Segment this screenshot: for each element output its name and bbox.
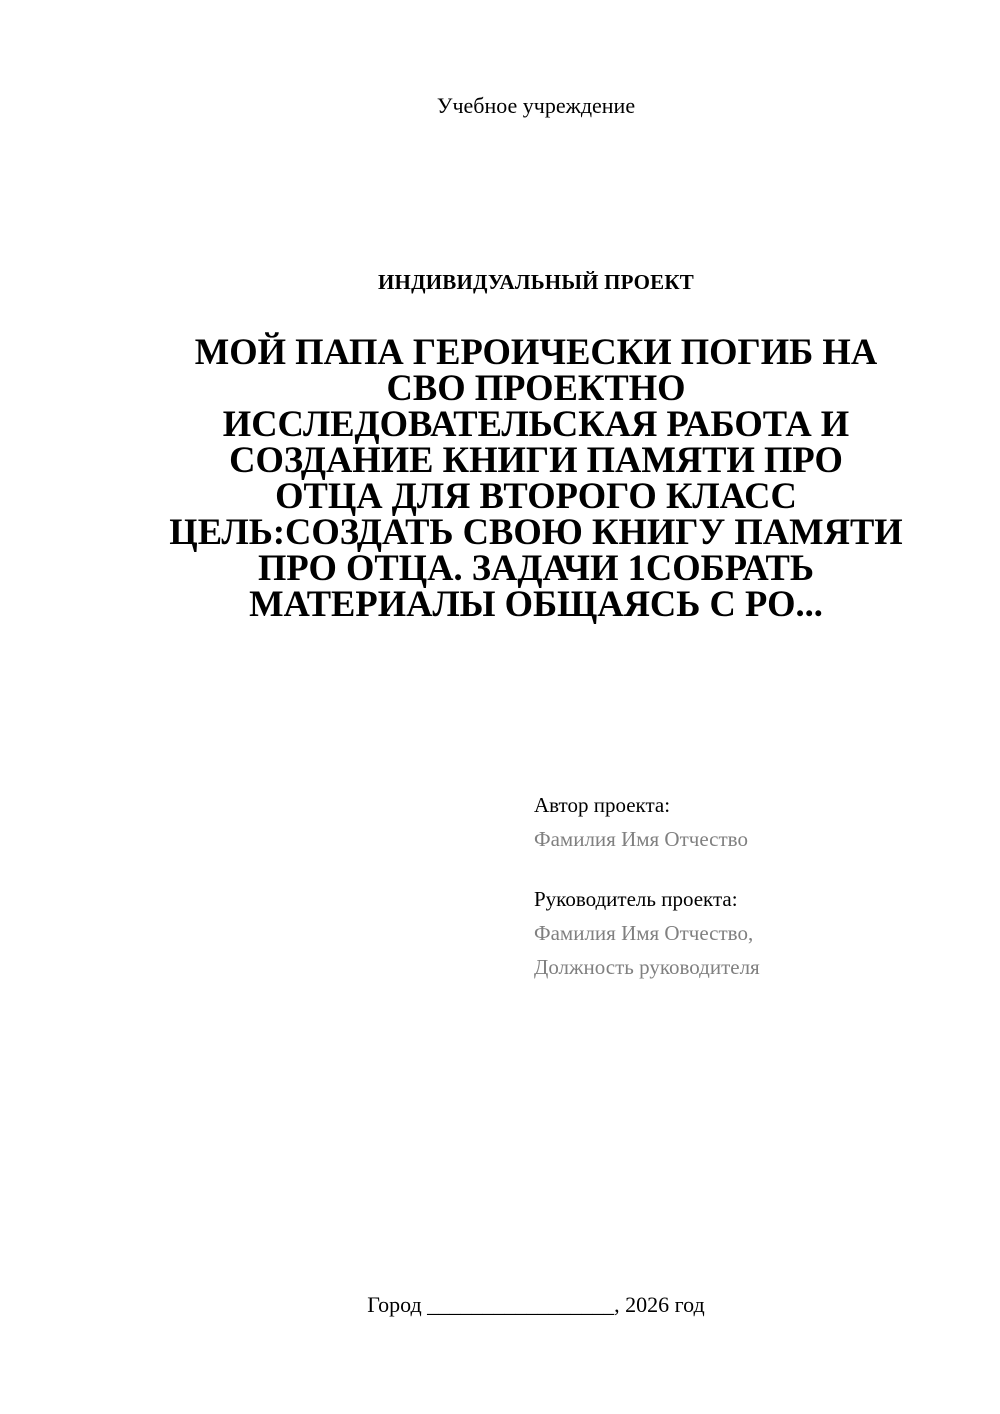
project-title-line: ПРО ОТЦА. ЗАДАЧИ 1СОБРАТЬ — [258, 547, 814, 588]
project-type-heading: ИНДИВИДУАЛЬНЫЙ ПРОЕКТ — [378, 270, 694, 294]
project-title-line: СВО ПРОЕКТНО — [386, 367, 686, 408]
author-label: Автор проекта: — [534, 793, 671, 817]
city-year-line: Город _________________, 2026 год — [367, 1292, 705, 1317]
spacer — [534, 856, 974, 882]
project-title-line: СОЗДАНИЕ КНИГИ ПАМЯТИ ПРО — [229, 439, 843, 480]
project-title-line: МАТЕРИАЛЫ ОБЩАЯСЬ С РО... — [249, 583, 823, 624]
project-title-line: ЦЕЛЬ:СОЗДАТЬ СВОЮ КНИГУ ПАМЯТИ — [169, 511, 903, 552]
project-title-line: МОЙ ПАПА ГЕРОИЧЕСКИ ПОГИБ НА — [194, 331, 878, 372]
project-title-line: ОТЦА ДЛЯ ВТОРОГО КЛАСС — [275, 475, 797, 516]
project-credits — [534, 788, 974, 984]
supervisor-position: Должность руководителя — [534, 955, 760, 979]
project-title-line: ИССЛЕДОВАТЕЛЬСКАЯ РАБОТА И — [222, 403, 850, 444]
project-title — [140, 331, 932, 624]
institution-name: Учебное учреждение — [436, 93, 636, 118]
author-name: Фамилия Имя Отчество — [534, 827, 748, 851]
supervisor-label: Руководитель проекта: — [534, 887, 738, 911]
supervisor-name: Фамилия Имя Отчество, — [534, 921, 754, 945]
